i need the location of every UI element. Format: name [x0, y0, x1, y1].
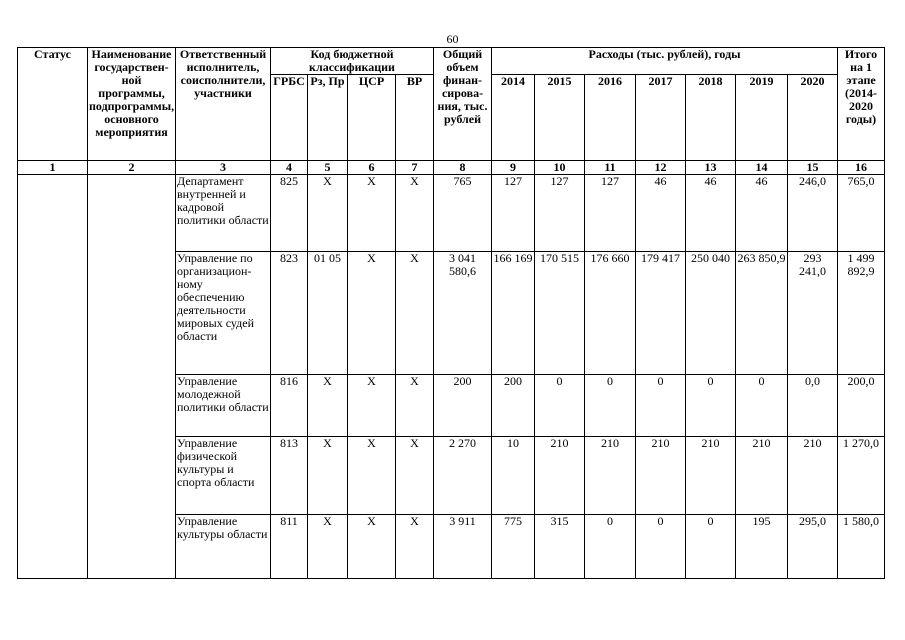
column-number: 4: [271, 161, 308, 175]
name-cell: [88, 175, 176, 579]
year-2016-cell: 127: [585, 175, 636, 252]
year-2017-cell: 0: [636, 515, 686, 579]
column-number: 9: [492, 161, 535, 175]
executor-cell: Управление молодежной политики области: [176, 375, 271, 437]
column-number: 6: [348, 161, 396, 175]
stage-total-cell: 200,0: [838, 375, 885, 437]
rzpr-cell: Х: [308, 515, 348, 579]
year-2015-cell: 210: [535, 437, 585, 515]
total-cell: 3 911: [434, 515, 492, 579]
header-budget-code: Код бюджетной классификации: [271, 48, 434, 75]
header-year: 2014: [492, 75, 535, 161]
year-2019-cell: 210: [736, 437, 788, 515]
column-number: 15: [788, 161, 838, 175]
year-2018-cell: 0: [686, 375, 736, 437]
year-2017-cell: 210: [636, 437, 686, 515]
csr-cell: Х: [348, 252, 396, 375]
year-2019-cell: 195: [736, 515, 788, 579]
grbs-cell: 813: [271, 437, 308, 515]
year-2014-cell: 775: [492, 515, 535, 579]
executor-cell: Управление по организацион-ному обеспечению деятельности мировых судей области: [176, 252, 271, 375]
grbs-cell: 816: [271, 375, 308, 437]
year-2016-cell: 210: [585, 437, 636, 515]
vr-cell: Х: [396, 175, 434, 252]
year-2014-cell: 10: [492, 437, 535, 515]
csr-cell: Х: [348, 515, 396, 579]
year-2020-cell: 0,0: [788, 375, 838, 437]
executor-cell: Управление физической культуры и спорта области: [176, 437, 271, 515]
year-2018-cell: 250 040: [686, 252, 736, 375]
csr-cell: Х: [348, 437, 396, 515]
year-2019-cell: 263 850,9: [736, 252, 788, 375]
year-2018-cell: 46: [686, 175, 736, 252]
total-cell: 765: [434, 175, 492, 252]
status-cell: [18, 175, 88, 579]
rzpr-cell: 01 05: [308, 252, 348, 375]
header-year: 2019: [736, 75, 788, 161]
column-number: 8: [434, 161, 492, 175]
rzpr-cell: Х: [308, 375, 348, 437]
grbs-cell: 823: [271, 252, 308, 375]
year-2015-cell: 127: [535, 175, 585, 252]
executor-cell: Управление культуры области: [176, 515, 271, 579]
header-year: 2015: [535, 75, 585, 161]
year-2019-cell: 0: [736, 375, 788, 437]
year-2016-cell: 0: [585, 515, 636, 579]
header-csr: ЦСР: [348, 75, 396, 161]
year-2019-cell: 46: [736, 175, 788, 252]
year-2017-cell: 46: [636, 175, 686, 252]
total-cell: 2 270: [434, 437, 492, 515]
header-rzpr: Рз, Пр: [308, 75, 348, 161]
year-2020-cell: 293 241,0: [788, 252, 838, 375]
year-2014-cell: 166 169: [492, 252, 535, 375]
column-number: 11: [585, 161, 636, 175]
header-year: 2017: [636, 75, 686, 161]
column-number: 16: [838, 161, 885, 175]
vr-cell: Х: [396, 515, 434, 579]
grbs-cell: 825: [271, 175, 308, 252]
column-number: 10: [535, 161, 585, 175]
year-2018-cell: 210: [686, 437, 736, 515]
page-number: 60: [446, 32, 459, 46]
executor-cell: Департамент внутренней и кадровой политики области: [176, 175, 271, 252]
column-number: 5: [308, 161, 348, 175]
year-2017-cell: 0: [636, 375, 686, 437]
header-total-volume: Общий объем финан-сирова-ния, тыс. рублей: [434, 48, 492, 161]
year-2014-cell: 200: [492, 375, 535, 437]
year-2015-cell: 315: [535, 515, 585, 579]
csr-cell: Х: [348, 175, 396, 252]
column-number: 1: [18, 161, 88, 175]
header-year: 2018: [686, 75, 736, 161]
year-2015-cell: 0: [535, 375, 585, 437]
stage-total-cell: 1 499 892,9: [838, 252, 885, 375]
total-cell: 3 041 580,6: [434, 252, 492, 375]
vr-cell: Х: [396, 437, 434, 515]
header-status: Статус: [18, 48, 88, 161]
vr-cell: Х: [396, 252, 434, 375]
total-cell: 200: [434, 375, 492, 437]
header-grbs: ГРБС: [271, 75, 308, 161]
stage-total-cell: 765,0: [838, 175, 885, 252]
header-vr: ВР: [396, 75, 434, 161]
csr-cell: Х: [348, 375, 396, 437]
year-2017-cell: 179 417: [636, 252, 686, 375]
header-expenses: Расходы (тыс. рублей), годы: [492, 48, 838, 75]
header-year: 2020: [788, 75, 838, 161]
year-2020-cell: 246,0: [788, 175, 838, 252]
header-executor: Ответственный исполнитель, соисполнители, участники: [176, 48, 271, 161]
vr-cell: Х: [396, 375, 434, 437]
year-2016-cell: 176 660: [585, 252, 636, 375]
table-row: [18, 175, 885, 252]
year-2014-cell: 127: [492, 175, 535, 252]
stage-total-cell: 1 580,0: [838, 515, 885, 579]
budget-table: [17, 47, 885, 579]
column-number-row: [18, 161, 885, 175]
column-number: 7: [396, 161, 434, 175]
column-number: 14: [736, 161, 788, 175]
year-2016-cell: 0: [585, 375, 636, 437]
column-number: 13: [686, 161, 736, 175]
column-number: 12: [636, 161, 686, 175]
year-2015-cell: 170 515: [535, 252, 585, 375]
year-2020-cell: 210: [788, 437, 838, 515]
rzpr-cell: Х: [308, 437, 348, 515]
rzpr-cell: Х: [308, 175, 348, 252]
year-2018-cell: 0: [686, 515, 736, 579]
column-number: 2: [88, 161, 176, 175]
stage-total-cell: 1 270,0: [838, 437, 885, 515]
header-year: 2016: [585, 75, 636, 161]
header-stage-total: Итого на 1 этапе (2014-2020 годы): [838, 48, 885, 161]
header-name: Наименование государствен-ной программы, подпрограммы, основного мероприятия: [88, 48, 176, 161]
column-number: 3: [176, 161, 271, 175]
grbs-cell: 811: [271, 515, 308, 579]
year-2020-cell: 295,0: [788, 515, 838, 579]
